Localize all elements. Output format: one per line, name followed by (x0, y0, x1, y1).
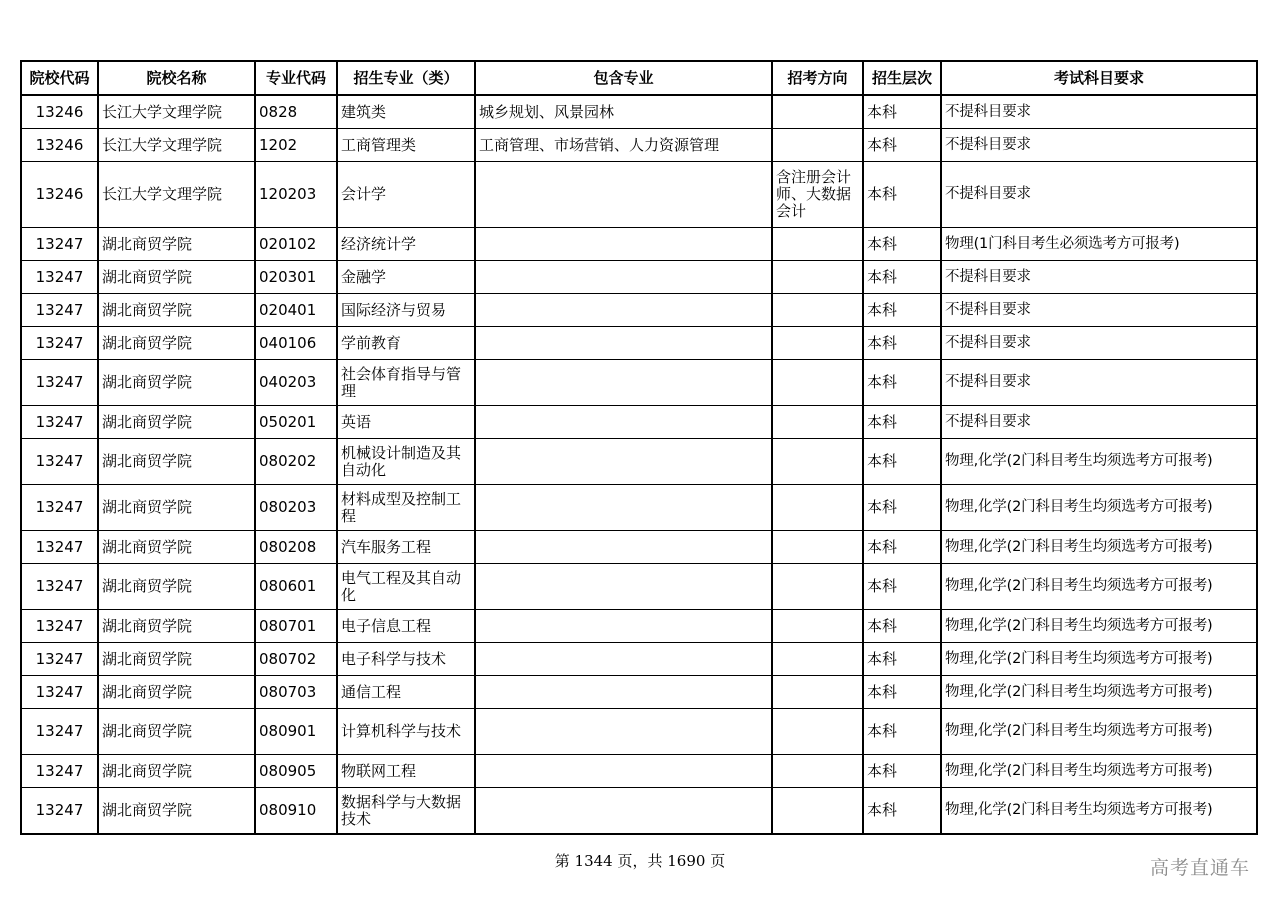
cell-school-code: 13247 (21, 531, 98, 564)
cell-school-name: 湖北商贸学院 (98, 228, 255, 261)
cell-level: 本科 (863, 643, 941, 676)
cell-school-name: 湖北商贸学院 (98, 709, 255, 755)
cell-includes (475, 294, 772, 327)
cell-requirement: 不提科目要求 (941, 95, 1257, 129)
cell-direction (772, 564, 863, 610)
cell-direction: 含注册会计师、大数据会计 (772, 162, 863, 228)
header-school-name: 院校名称 (98, 61, 255, 95)
cell-direction (772, 485, 863, 531)
cell-direction (772, 95, 863, 129)
cell-includes: 城乡规划、风景园林 (475, 95, 772, 129)
cell-level: 本科 (863, 129, 941, 162)
cell-school-name: 湖北商贸学院 (98, 564, 255, 610)
cell-direction (772, 406, 863, 439)
cell-includes (475, 709, 772, 755)
cell-level: 本科 (863, 228, 941, 261)
cell-school-code: 13247 (21, 228, 98, 261)
cell-direction (772, 228, 863, 261)
cell-school-code: 13247 (21, 676, 98, 709)
cell-direction (772, 709, 863, 755)
cell-includes (475, 261, 772, 294)
cell-requirement: 不提科目要求 (941, 406, 1257, 439)
cell-level: 本科 (863, 564, 941, 610)
cell-direction (772, 360, 863, 406)
cell-requirement: 不提科目要求 (941, 261, 1257, 294)
cell-major: 英语 (337, 406, 475, 439)
cell-major-code: 040106 (255, 327, 337, 360)
cell-direction (772, 755, 863, 788)
cell-requirement: 物理,化学(2门科目考生均须选考方可报考) (941, 439, 1257, 485)
cell-major: 通信工程 (337, 676, 475, 709)
cell-major: 建筑类 (337, 95, 475, 129)
cell-major: 会计学 (337, 162, 475, 228)
cell-level: 本科 (863, 439, 941, 485)
table-row (21, 327, 1257, 360)
cell-major-code: 080202 (255, 439, 337, 485)
cell-requirement: 物理,化学(2门科目考生均须选考方可报考) (941, 788, 1257, 835)
cell-direction (772, 788, 863, 835)
cell-school-name: 湖北商贸学院 (98, 327, 255, 360)
cell-level: 本科 (863, 676, 941, 709)
cell-level: 本科 (863, 788, 941, 835)
cell-major: 计算机科学与技术 (337, 709, 475, 755)
table-row (21, 406, 1257, 439)
cell-school-name: 湖北商贸学院 (98, 360, 255, 406)
cell-includes (475, 788, 772, 835)
cell-level: 本科 (863, 294, 941, 327)
cell-major: 社会体育指导与管理 (337, 360, 475, 406)
cell-direction (772, 261, 863, 294)
table-row (21, 676, 1257, 709)
cell-school-name: 长江大学文理学院 (98, 95, 255, 129)
cell-school-code: 13247 (21, 360, 98, 406)
cell-requirement: 不提科目要求 (941, 294, 1257, 327)
admissions-table-container (20, 60, 1256, 835)
cell-direction (772, 610, 863, 643)
header-school-code: 院校代码 (21, 61, 98, 95)
cell-major: 数据科学与大数据技术 (337, 788, 475, 835)
cell-direction (772, 327, 863, 360)
cell-major-code: 080208 (255, 531, 337, 564)
cell-major-code: 050201 (255, 406, 337, 439)
cell-requirement: 不提科目要求 (941, 162, 1257, 228)
table-header-row (21, 61, 1257, 95)
cell-includes (475, 360, 772, 406)
table-row (21, 788, 1257, 835)
cell-major: 经济统计学 (337, 228, 475, 261)
cell-requirement: 物理,化学(2门科目考生均须选考方可报考) (941, 676, 1257, 709)
table-row (21, 439, 1257, 485)
table-row (21, 610, 1257, 643)
header-direction: 招考方向 (772, 61, 863, 95)
cell-school-code: 13247 (21, 294, 98, 327)
cell-school-code: 13246 (21, 162, 98, 228)
cell-requirement: 物理,化学(2门科目考生均须选考方可报考) (941, 709, 1257, 755)
cell-major-code: 080901 (255, 709, 337, 755)
cell-requirement: 物理,化学(2门科目考生均须选考方可报考) (941, 485, 1257, 531)
cell-school-code: 13247 (21, 709, 98, 755)
cell-direction (772, 439, 863, 485)
cell-level: 本科 (863, 610, 941, 643)
cell-major-code: 080905 (255, 755, 337, 788)
cell-major-code: 080702 (255, 643, 337, 676)
cell-includes (475, 485, 772, 531)
cell-level: 本科 (863, 162, 941, 228)
cell-school-code: 13247 (21, 610, 98, 643)
cell-school-name: 湖北商贸学院 (98, 406, 255, 439)
cell-requirement: 不提科目要求 (941, 360, 1257, 406)
cell-requirement: 物理,化学(2门科目考生均须选考方可报考) (941, 564, 1257, 610)
cell-school-name: 湖北商贸学院 (98, 610, 255, 643)
cell-major: 机械设计制造及其自动化 (337, 439, 475, 485)
cell-includes (475, 439, 772, 485)
cell-requirement: 物理,化学(2门科目考生均须选考方可报考) (941, 610, 1257, 643)
cell-major: 工商管理类 (337, 129, 475, 162)
cell-direction (772, 643, 863, 676)
cell-major: 电子信息工程 (337, 610, 475, 643)
cell-major-code: 1202 (255, 129, 337, 162)
cell-level: 本科 (863, 709, 941, 755)
cell-includes (475, 162, 772, 228)
cell-includes (475, 406, 772, 439)
cell-major: 金融学 (337, 261, 475, 294)
cell-direction (772, 129, 863, 162)
header-level: 招生层次 (863, 61, 941, 95)
cell-school-code: 13247 (21, 406, 98, 439)
table-row (21, 643, 1257, 676)
cell-includes (475, 228, 772, 261)
cell-level: 本科 (863, 327, 941, 360)
cell-major: 物联网工程 (337, 755, 475, 788)
cell-includes (475, 531, 772, 564)
cell-level: 本科 (863, 485, 941, 531)
cell-school-code: 13247 (21, 643, 98, 676)
cell-major: 汽车服务工程 (337, 531, 475, 564)
cell-level: 本科 (863, 95, 941, 129)
watermark-text: 高考直通车 (1149, 857, 1250, 879)
cell-requirement: 物理,化学(2门科目考生均须选考方可报考) (941, 531, 1257, 564)
cell-requirement: 不提科目要求 (941, 129, 1257, 162)
cell-requirement: 物理(1门科目考生必须选考方可报考) (941, 228, 1257, 261)
cell-major: 国际经济与贸易 (337, 294, 475, 327)
cell-requirement: 不提科目要求 (941, 327, 1257, 360)
cell-requirement: 物理,化学(2门科目考生均须选考方可报考) (941, 755, 1257, 788)
cell-level: 本科 (863, 406, 941, 439)
cell-school-name: 湖北商贸学院 (98, 261, 255, 294)
cell-includes (475, 755, 772, 788)
cell-includes (475, 643, 772, 676)
cell-school-name: 湖北商贸学院 (98, 643, 255, 676)
cell-school-code: 13246 (21, 95, 98, 129)
table-row (21, 564, 1257, 610)
page-number: 第 1344 页，共 1690 页 (554, 852, 726, 870)
cell-major-code: 020401 (255, 294, 337, 327)
cell-major: 材料成型及控制工程 (337, 485, 475, 531)
cell-school-name: 湖北商贸学院 (98, 485, 255, 531)
table-row (21, 531, 1257, 564)
cell-school-code: 13247 (21, 788, 98, 835)
table-row (21, 228, 1257, 261)
cell-major-code: 080203 (255, 485, 337, 531)
cell-direction (772, 676, 863, 709)
cell-major-code: 120203 (255, 162, 337, 228)
cell-major: 学前教育 (337, 327, 475, 360)
table-body (21, 95, 1257, 834)
cell-school-name: 湖北商贸学院 (98, 788, 255, 835)
cell-school-name: 湖北商贸学院 (98, 755, 255, 788)
cell-major-code: 020301 (255, 261, 337, 294)
cell-direction (772, 294, 863, 327)
cell-major-code: 080910 (255, 788, 337, 835)
cell-includes (475, 327, 772, 360)
cell-includes (475, 676, 772, 709)
table-row (21, 485, 1257, 531)
admissions-table (20, 60, 1258, 835)
cell-school-name: 湖北商贸学院 (98, 676, 255, 709)
table-row (21, 129, 1257, 162)
cell-major: 电子科学与技术 (337, 643, 475, 676)
cell-level: 本科 (863, 531, 941, 564)
cell-includes: 工商管理、市场营销、人力资源管理 (475, 129, 772, 162)
cell-school-code: 13247 (21, 564, 98, 610)
cell-direction (772, 531, 863, 564)
table-row (21, 95, 1257, 129)
cell-school-name: 长江大学文理学院 (98, 162, 255, 228)
cell-major-code: 020102 (255, 228, 337, 261)
cell-school-code: 13247 (21, 755, 98, 788)
cell-school-name: 湖北商贸学院 (98, 439, 255, 485)
header-requirement: 考试科目要求 (941, 61, 1257, 95)
table-row (21, 294, 1257, 327)
cell-level: 本科 (863, 360, 941, 406)
cell-major-code: 040203 (255, 360, 337, 406)
cell-school-code: 13246 (21, 129, 98, 162)
cell-major-code: 0828 (255, 95, 337, 129)
cell-school-code: 13247 (21, 327, 98, 360)
cell-level: 本科 (863, 755, 941, 788)
cell-requirement: 物理,化学(2门科目考生均须选考方可报考) (941, 643, 1257, 676)
header-major: 招生专业（类） (337, 61, 475, 95)
cell-school-name: 长江大学文理学院 (98, 129, 255, 162)
cell-major-code: 080601 (255, 564, 337, 610)
cell-major-code: 080701 (255, 610, 337, 643)
cell-includes (475, 610, 772, 643)
table-row (21, 755, 1257, 788)
table-row (21, 261, 1257, 294)
header-includes: 包含专业 (475, 61, 772, 95)
cell-major-code: 080703 (255, 676, 337, 709)
cell-major: 电气工程及其自动化 (337, 564, 475, 610)
cell-school-code: 13247 (21, 261, 98, 294)
cell-includes (475, 564, 772, 610)
cell-level: 本科 (863, 261, 941, 294)
header-major-code: 专业代码 (255, 61, 337, 95)
cell-school-code: 13247 (21, 485, 98, 531)
cell-school-code: 13247 (21, 439, 98, 485)
cell-school-name: 湖北商贸学院 (98, 294, 255, 327)
cell-school-name: 湖北商贸学院 (98, 531, 255, 564)
table-row (21, 162, 1257, 228)
table-row (21, 360, 1257, 406)
table-row (21, 709, 1257, 755)
